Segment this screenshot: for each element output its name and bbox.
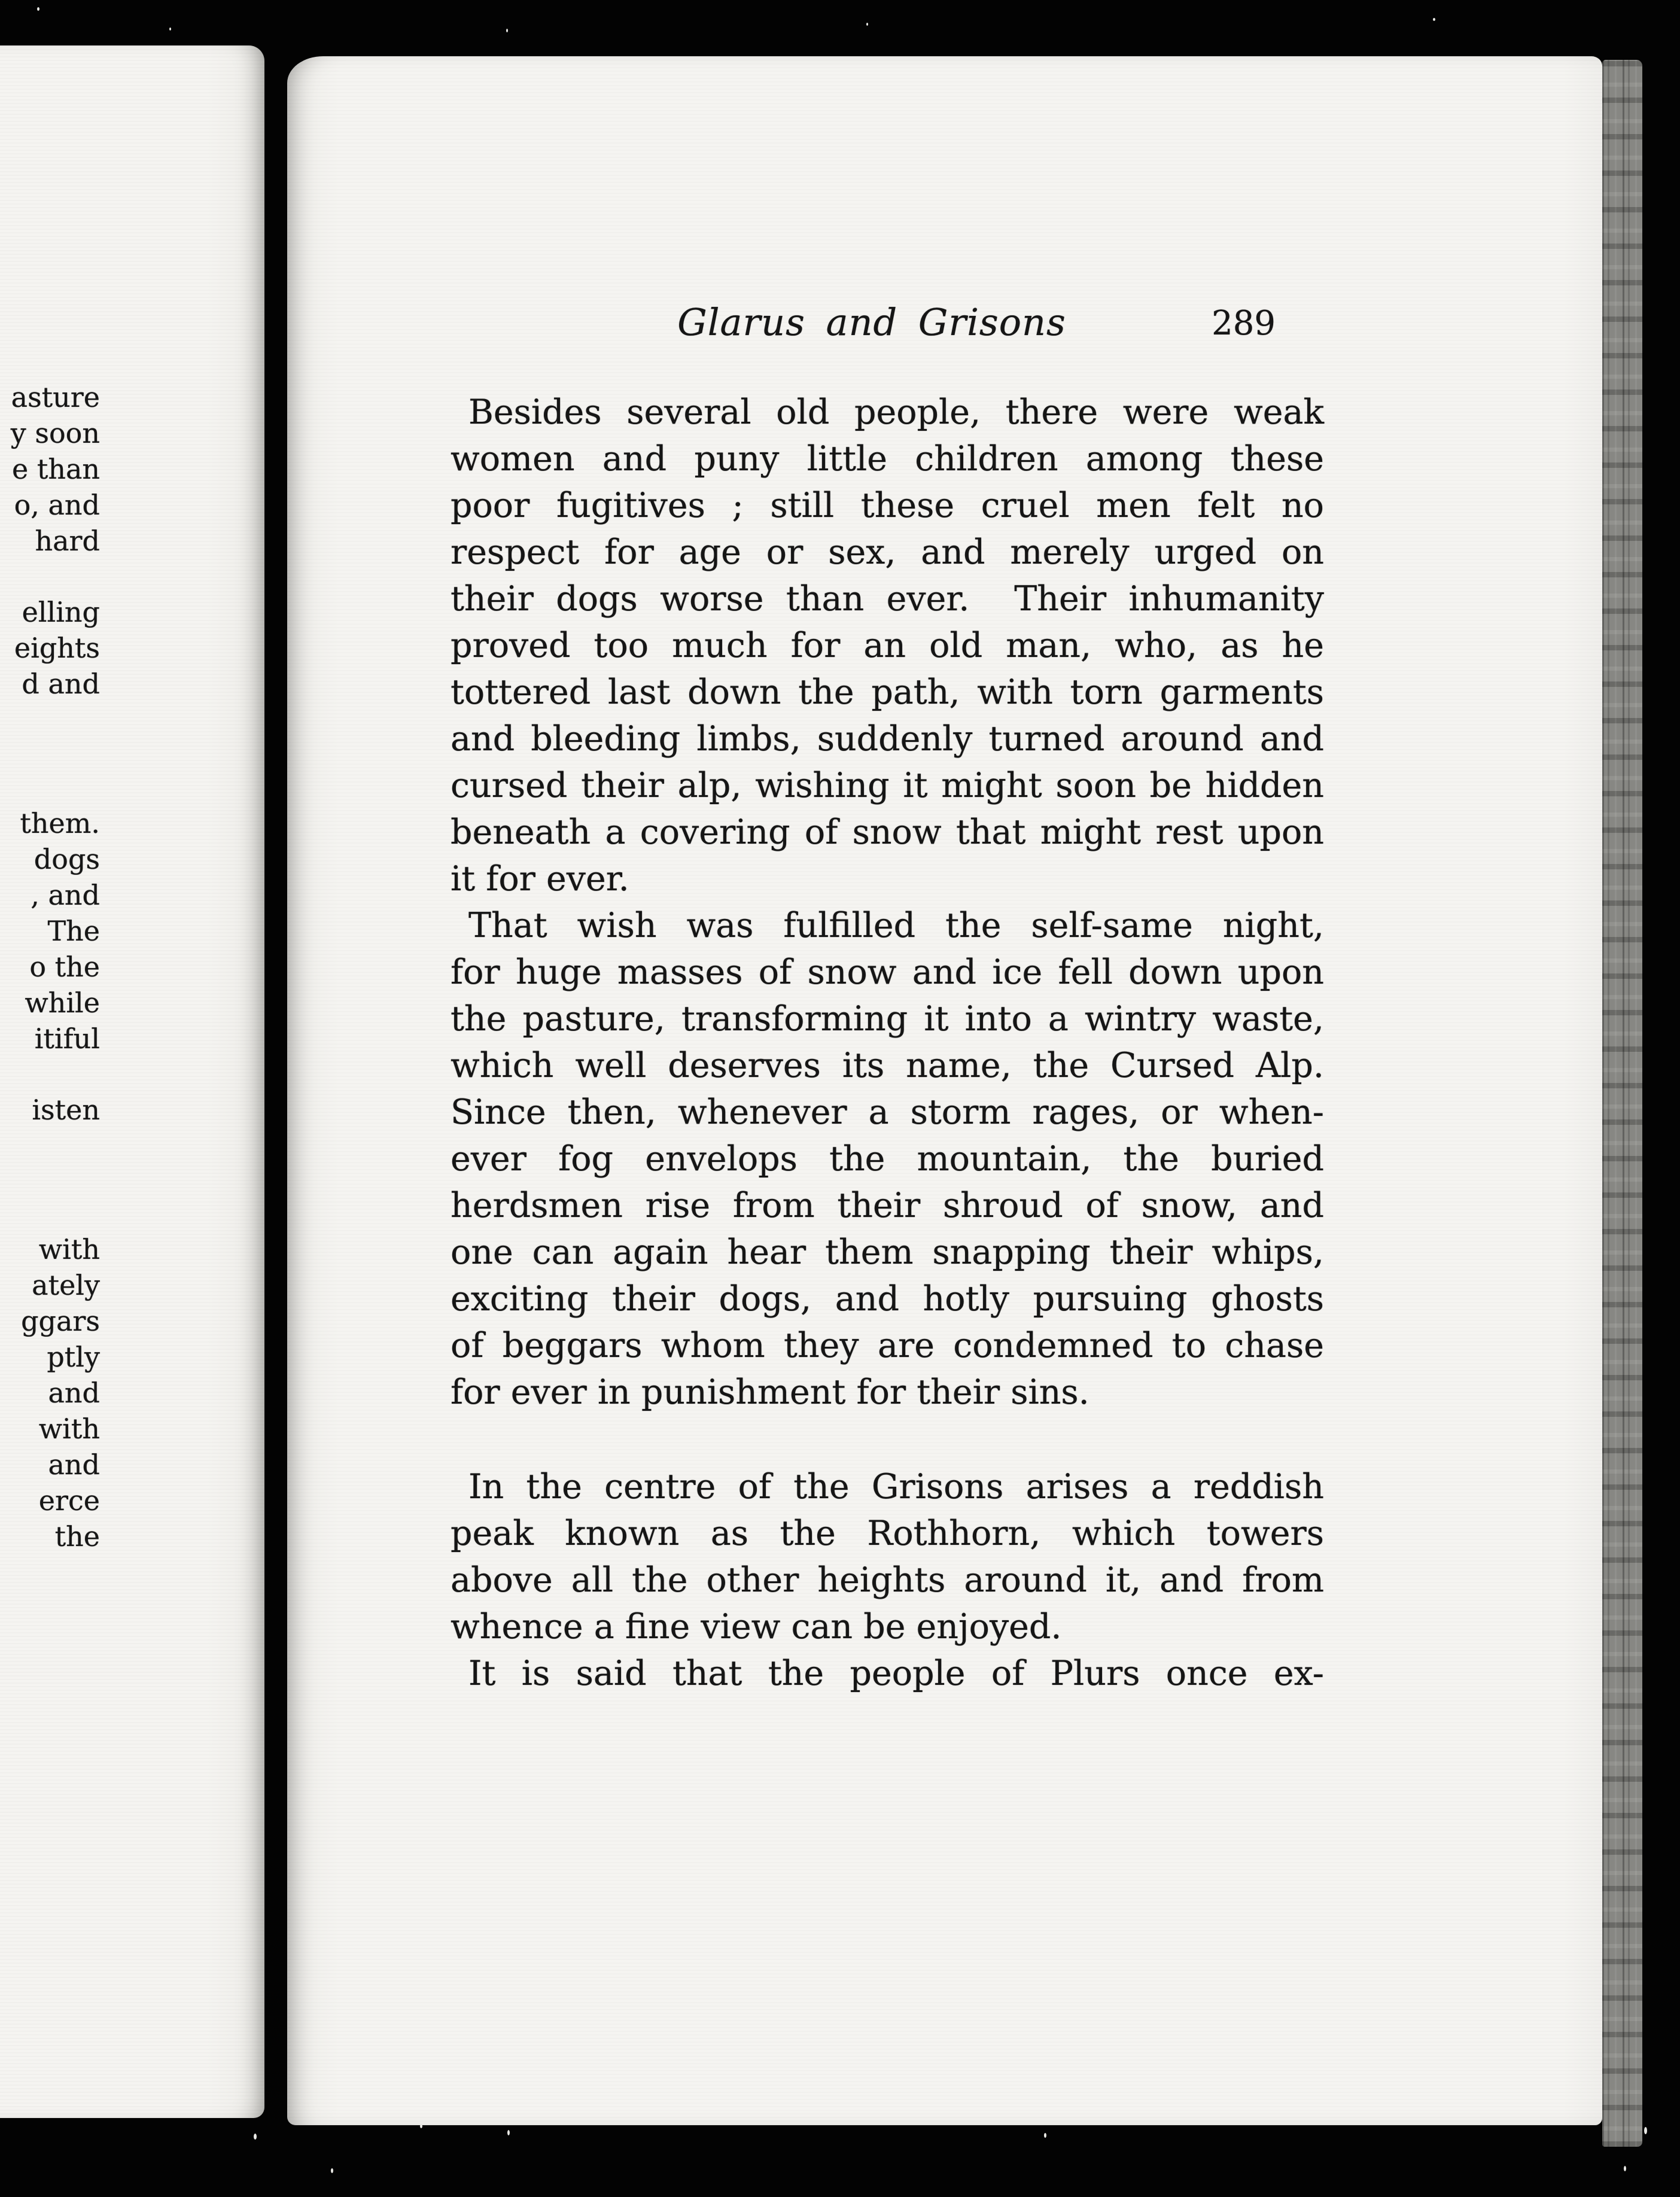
scan-speck: [254, 2134, 257, 2140]
text-fragment: with: [38, 1413, 100, 1445]
text-fragment: itiful: [34, 1023, 100, 1055]
page-stack-edge: [1602, 60, 1642, 2147]
text-fragment: , and: [31, 879, 100, 911]
body-line: proved too much for an old man, who, as he: [451, 626, 1324, 665]
text-fragment: the: [54, 1520, 100, 1553]
text-fragment: isten: [32, 1094, 100, 1126]
body-line: That wish was fulfilled the self-same night,: [468, 906, 1324, 945]
scan-speck: [1644, 2127, 1647, 2134]
scan-speck: [169, 28, 171, 31]
page-number: 289: [1212, 304, 1276, 343]
body-line: respect for age or sex, and merely urged on: [451, 532, 1324, 572]
left-page-text-fragments: [0, 379, 100, 1554]
body-line: their dogs worse than ever. Their inhumanity: [451, 579, 1324, 619]
text-fragment: ggars: [21, 1305, 100, 1337]
running-title: Glarus and Grisons: [677, 300, 1066, 344]
body-line: of beggars whom they are condemned to chase: [451, 1326, 1324, 1365]
text-fragment: elling: [22, 596, 100, 628]
body-line: In the centre of the Grisons arises a reddish: [468, 1467, 1324, 1507]
body-line: tottered last down the path, with torn garments: [451, 673, 1324, 712]
left-page-sliver: [0, 45, 264, 2118]
body-line: it for ever.: [451, 859, 629, 899]
scan-speck: [1044, 2133, 1046, 2138]
scan-speck: [866, 23, 868, 26]
text-fragment: asture: [11, 381, 100, 413]
text-fragment: eights: [14, 632, 100, 664]
scan-speck: [507, 2130, 510, 2135]
text-fragment: dogs: [34, 843, 100, 875]
body-line: It is said that the people of Plurs once ex-: [468, 1654, 1324, 1693]
body-line: cursed their alp, wishing it might soon be hidden: [451, 766, 1324, 805]
text-fragment: with: [38, 1233, 100, 1265]
book-page: [287, 56, 1602, 2125]
page-body-text: [451, 389, 1324, 1697]
text-fragment: and: [48, 1449, 100, 1481]
scan-speck: [1624, 2166, 1626, 2171]
scan-speck: [1433, 18, 1435, 21]
body-line: one can again hear them snapping their whips,: [451, 1233, 1324, 1272]
body-line: and bleeding limbs, suddenly turned around and: [451, 719, 1324, 759]
page-header: [451, 300, 1324, 348]
text-fragment: o, and: [14, 489, 100, 521]
text-fragment: d and: [22, 668, 100, 700]
body-line: for ever in punishment for their sins.: [451, 1373, 1089, 1412]
text-fragment: e than: [11, 453, 100, 485]
text-fragment: them.: [20, 807, 100, 839]
body-line: Since then, whenever a storm rages, or when-: [451, 1093, 1324, 1132]
body-line: for huge masses of snow and ice fell down upon: [451, 953, 1324, 992]
body-line: women and puny little children among these: [451, 439, 1324, 479]
text-fragment: o the: [29, 951, 100, 983]
text-fragment: ptly: [47, 1341, 100, 1373]
body-line: herdsmen rise from their shroud of snow, and: [451, 1186, 1324, 1225]
body-line: Besides several old people, there were weak: [468, 392, 1324, 432]
text-fragment: The: [47, 915, 100, 947]
text-fragment: erce: [38, 1484, 100, 1517]
body-line: above all the other heights around it, and from: [451, 1560, 1324, 1600]
body-line: ever fog envelops the mountain, the buried: [451, 1139, 1324, 1179]
body-line: which well deserves its name, the Cursed Alp.: [451, 1046, 1324, 1085]
body-line: beneath a covering of snow that might rest upon: [451, 813, 1324, 852]
body-line: poor fugitives ; still these cruel men felt no: [451, 486, 1324, 525]
text-fragment: ately: [32, 1269, 100, 1301]
text-fragment: hard: [35, 525, 100, 557]
text-fragment: and: [48, 1377, 100, 1409]
body-line: peak known as the Rothhorn, which towers: [451, 1514, 1324, 1553]
body-line: exciting their dogs, and hotly pursuing ghosts: [451, 1279, 1324, 1319]
scan-speck: [420, 2124, 422, 2128]
scan-speck: [331, 2168, 333, 2173]
scan-speck: [37, 7, 39, 11]
text-fragment: y soon: [10, 417, 100, 449]
body-line: the pasture, transforming it into a wintry waste,: [451, 999, 1324, 1039]
scan-speck: [506, 29, 508, 32]
text-fragment: while: [25, 987, 100, 1019]
body-line: whence a fine view can be enjoyed.: [451, 1607, 1062, 1647]
